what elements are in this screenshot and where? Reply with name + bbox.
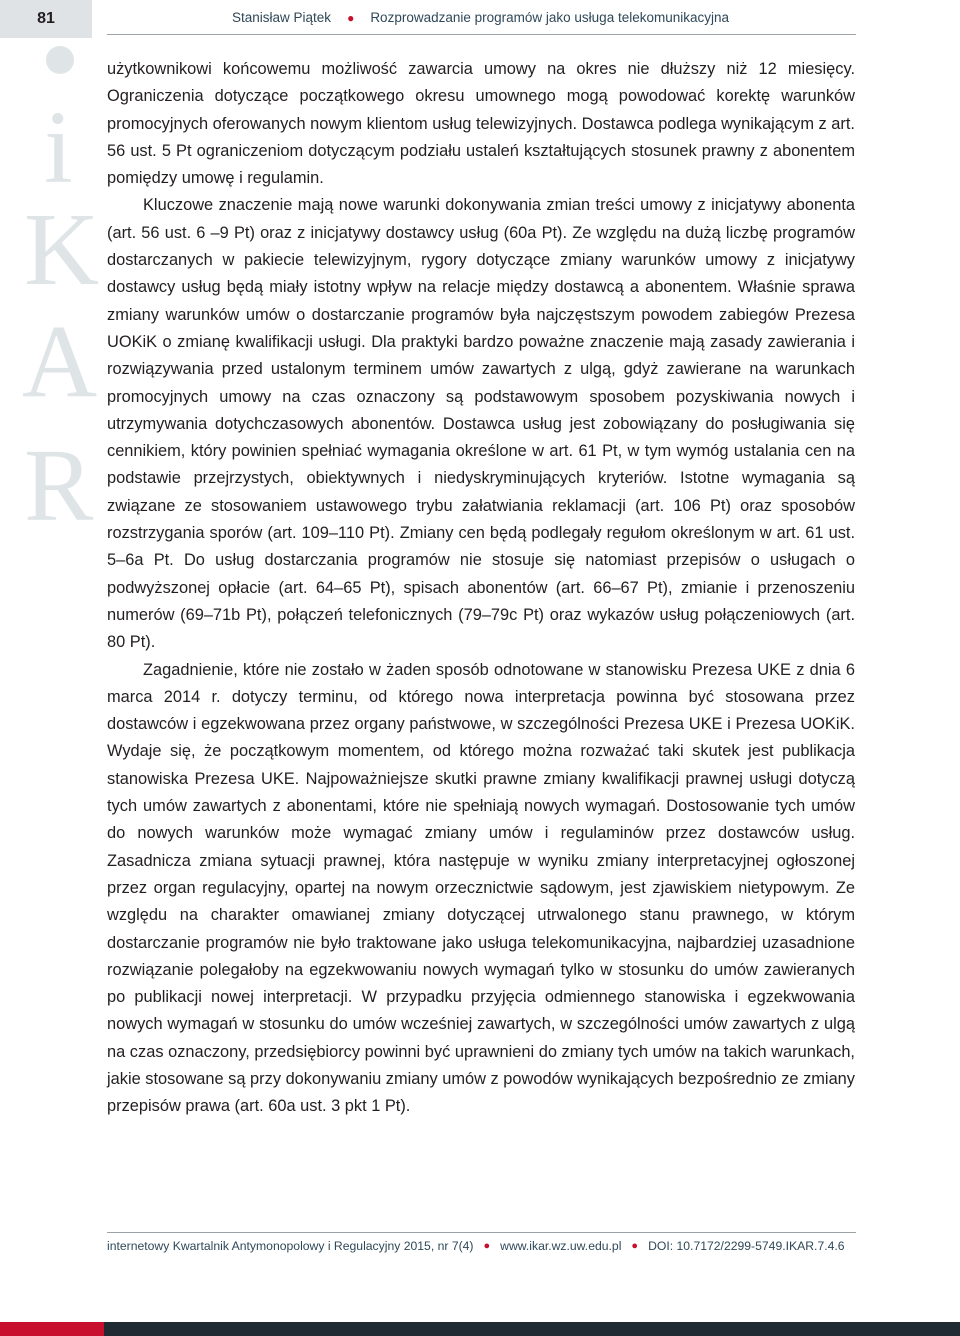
footer-journal: internetowy Kwartalnik Antymonopolowy i Regulacyjny 2015, nr 7(4): [107, 1239, 474, 1253]
paragraph-3: Zagadnienie, które nie zostało w żaden sposób odnotowane w stanowisku Prezesa UKE z dnia 6 marca 2014 r. dotyczy terminu, od którego nowa interpretacja powinna być stosowana przez dostawców i egzekwowana przez organy państwowe, w szczególności Prezesa UKE i Prezesa UOKiK. Wydaje się, że początkowym momentem, od którego można rozważać taki skutek jest publikacja stanowiska Prezesa UKE. Najpoważniejsze skutki prawne zmiany kwalifikacji prawnej usługi dotyczą tych umów zawartych z abonentami, które nie spełniają nowych wymagań. Dostosowanie tych umów do nowych warunków może wymagać zmiany umów i regulaminów przez dostawców usług. Zasadnicza zmiana sytuacji prawnej, która następuje w wyniku zmiany interpretacyjnej ogłoszonej przez organ regulacyjny, opartej na nowym orzecznictwie sądowym, jest zjawiskiem nietypowym. Ze względu na charakter omawianej zmiany dotyczącej utrwalonego stanu prawnego, w którym dostarczanie programów nie było traktowane jako usługa telekomunikacyjna, najbardziej uzasadnione rozwiązanie polegałoby na egzekwowaniu nowych wymagań tylko w stosunku do umów zawieranych po publikacji nowej interpretacji. W przypadku przyjęcia odmiennego stanowiska i egzekwowania nowych wymagań w stosunku do umów wcześniej zawartych, w szczególności umów zawartych z ulgą na czas oznaczony, przedsiębiorcy powinni być uprawnieni do zmiany tych umów na takich warunkach, jakie stosowane są przy dokonywaniu zmiany umów z powodów wynikających bezpośrednio ze zmiany przepisów prawa (art. 60a ust. 3 pkt 1 Pt).: [107, 660, 855, 1116]
logo-letter-i: i: [44, 90, 73, 205]
bullet-dot-icon: ●: [631, 1240, 639, 1252]
header-title: Rozprowadzanie programów jako usługa telekomunikacyjna: [370, 10, 730, 25]
ikar-side-logo: [14, 42, 104, 542]
article-body: [107, 56, 855, 1121]
bullet-dot-icon: ●: [347, 10, 355, 25]
logo-letter-r: R: [24, 428, 94, 543]
running-header: [232, 10, 729, 25]
page-number: 81: [0, 0, 92, 38]
header-author: Stanisław Piątek: [232, 10, 332, 25]
paragraph-1: użytkownikowi końcowemu możliwość zawarcia umowy na okres nie dłuższy niż 12 miesięcy. Ograniczenia dotyczące początkowego okresu umownego mogą powodować korektę warunków promocyjnych oferowanych nowym klientom usług telewizyjnych. Dostawca podlega wynikającym z art. 56 ust. 5 Pt ograniczeniom dotyczącym podziału ustaleń kształtujących stosunek prawny z abonentem pomiędzy umowę i regulamin.: [107, 60, 855, 188]
footer-divider: [107, 1232, 856, 1233]
bullet-dot-icon: ●: [483, 1240, 491, 1252]
bottom-bar-accent: [0, 1322, 104, 1336]
running-footer: [107, 1239, 845, 1253]
logo-letter-k: K: [24, 192, 100, 307]
footer-website-link[interactable]: www.ikar.wz.uw.edu.pl: [500, 1239, 622, 1253]
logo-dot-icon: [46, 46, 74, 74]
bottom-bar: [0, 1322, 960, 1336]
logo-letter-a: A: [22, 304, 98, 419]
paragraph-2: Kluczowe znaczenie mają nowe warunki dokonywania zmian treści umowy z inicjatywy abonenta (art. 56 ust. 6 –9 Pt) oraz z inicjatywy dostawcy usług (60a Pt). Ze względu na dużą liczbę programów dostarczanych w pakiecie telewizyjnym, rygory dotyczące zmiany warunków umowy z inicjatywy dostawcy usług będą miały istotny wpływ na relacje między dostawcą a abonentem. Właśnie sprawa zmiany warunków umów o dostarczanie programów była najczęstszym powodem zabiegów Prezesa UOKiK o zmianę kwalifikacji usługi. Dla praktyki bardzo poważne znaczenie mają zasady zawierania i rozwiązywania przed ustalonym terminem umów zawartych z ulgą, gdyż zawierane na warunkach promocyjnych umowy na czas oznaczony są podstawowym sposobem pozyskiwania nowych i utrzymywania dotychczasowych abonentów. Dostawca usług jest zobowiązany do posługiwania się cennikiem, który powinien spełniać wymagania określone w art. 61 Pt, w tym wymóg ustalania cen na podstawie przejrzystych, obiektywnych i niedyskryminujących kryteriów. Istotne wymagania są związane ze stosowaniem ustawowego trybu załatwiania reklamacji (art. 106 Pt) oraz sposobów rozstrzygania sporów (art. 109–110 Pt). Zmiany cen będą podlegały regułom określonym w art. 61 ust. 5–6a Pt. Do usług dostarczania programów nie stosuje się natomiast przepisów o usługach o podwyższonej opłacie (art. 64–65 Pt), spisach abonentów (art. 66–67 Pt), zmianie i przenoszeniu numerów (69–71b Pt), połączeń telefonicznych (79–79c Pt) oraz wykazów usług połączeniowych (art. 80 Pt).: [107, 196, 855, 652]
header-divider: [107, 34, 856, 35]
footer-doi: DOI: 10.7172/2299-5749.IKAR.7.4.6: [648, 1239, 845, 1253]
